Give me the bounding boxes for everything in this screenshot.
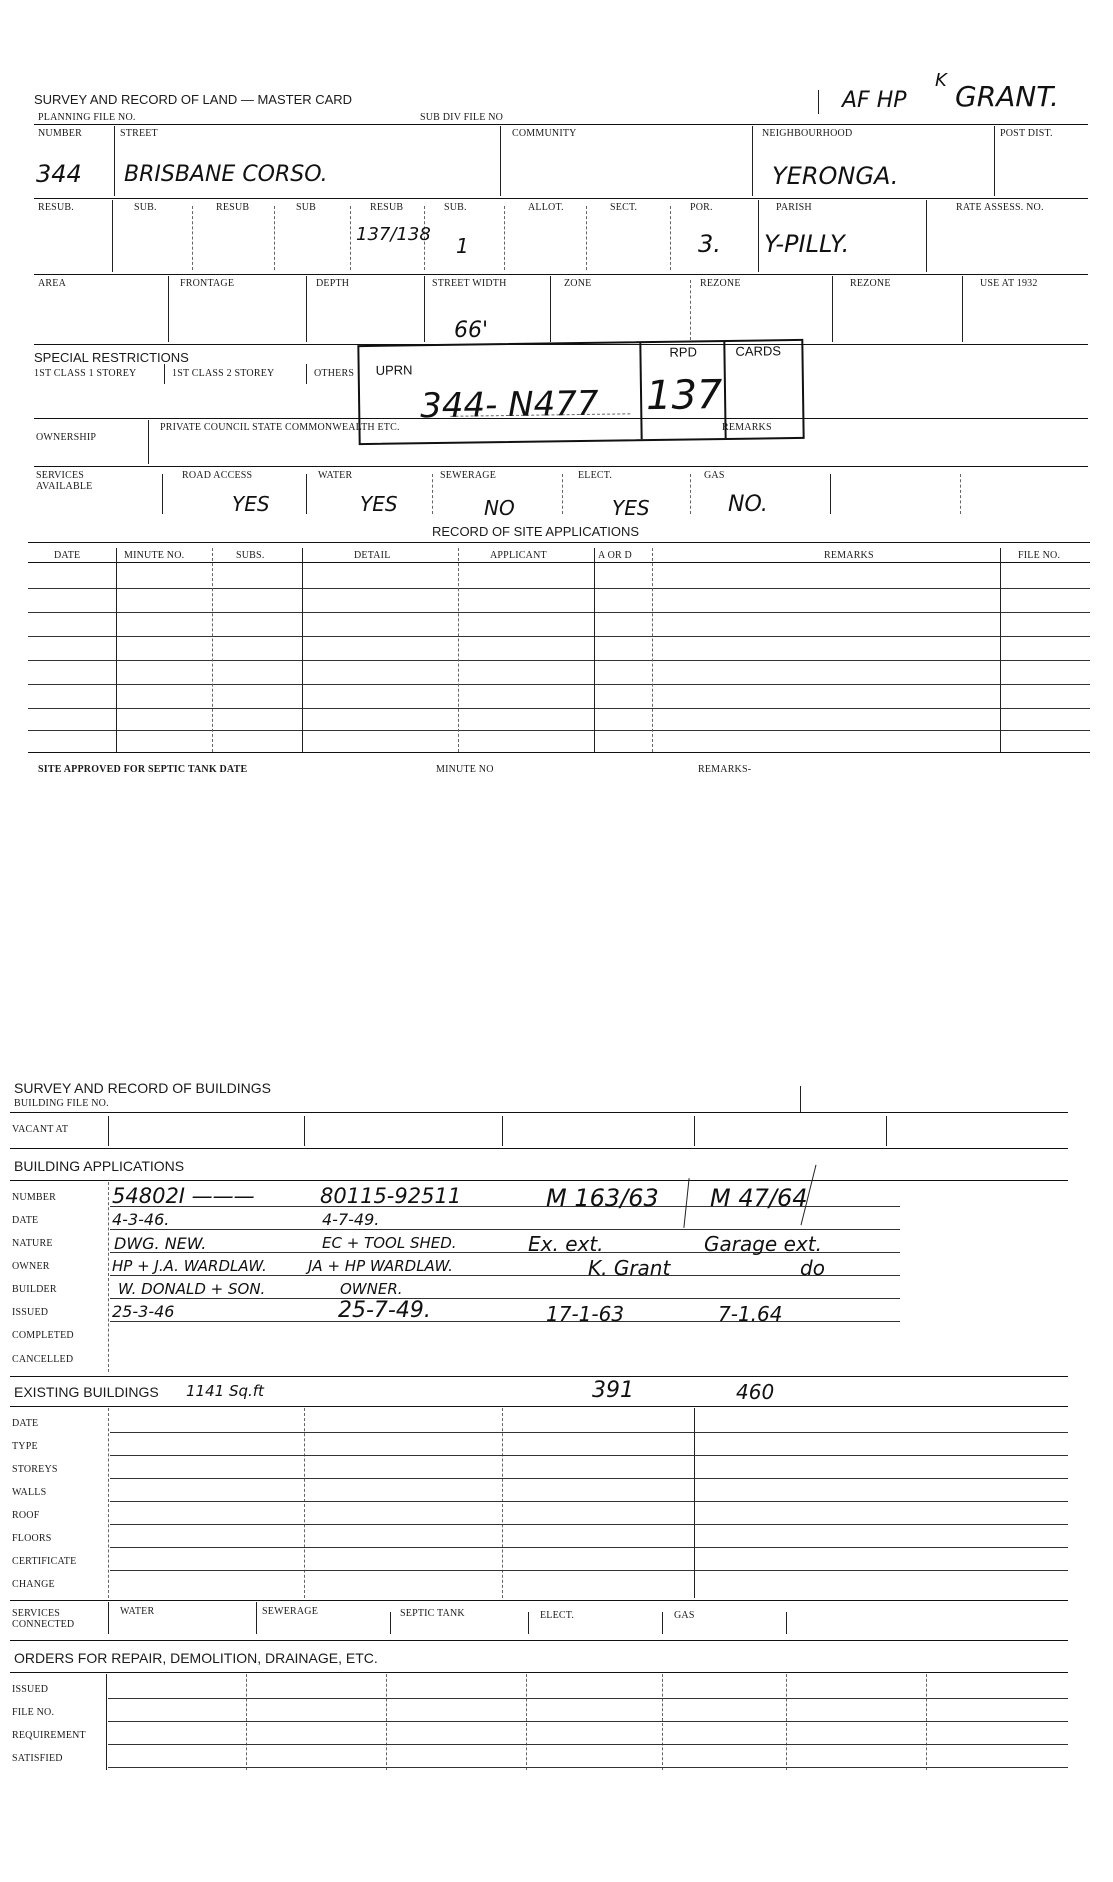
uprn-label: UPRN (375, 362, 413, 378)
app2-number: 80115-92511 (320, 1184, 462, 1208)
sub3-value: 1 (456, 234, 469, 258)
top-right-k: K (935, 70, 947, 91)
svc-sewerage-label: SEWERAGE (262, 1606, 319, 1617)
sewerage-header: SEWERAGE (440, 470, 497, 481)
site-apps-title: RECORD OF SITE APPLICATIONS (432, 524, 640, 539)
resub3-header: RESUB (370, 202, 404, 213)
septic-remarks-label: REMARKS- (698, 764, 752, 775)
post-dist-header: POST DIST. (1000, 128, 1053, 139)
resub3-value: 137/138 (356, 224, 431, 245)
svc-elect-label: ELECT. (540, 1610, 575, 1621)
rate-assess-header: RATE ASSESS. NO. (956, 202, 1044, 213)
sub3-header: SUB. (444, 202, 467, 213)
site-col-date: DATE (54, 550, 81, 561)
site-col-remarks: REMARKS (824, 550, 874, 561)
por-header: POR. (690, 202, 713, 213)
orders-title: ORDERS FOR REPAIR, DEMOLITION, DRAINAGE, ETC. (14, 1650, 378, 1666)
rpd-label: RPD (669, 344, 698, 360)
orders-row-issued: ISSUED (12, 1684, 49, 1695)
parish-value: Y-PILLY. (764, 230, 850, 258)
services-connected-label: SERVICES CONNECTED (12, 1608, 75, 1630)
frontage-header: FRONTAGE (180, 278, 235, 289)
svc-gas-label: GAS (674, 1610, 695, 1621)
app-row-owner: OWNER (12, 1261, 50, 1272)
street-width-value: 66' (454, 318, 489, 343)
land-card-title: SURVEY AND RECORD OF LAND — MASTER CARD (34, 92, 353, 107)
app1-nature: DWG. NEW. (114, 1234, 207, 1253)
sect-header: SECT. (610, 202, 638, 213)
resub-header: RESUB. (38, 202, 74, 213)
svc-water-label: WATER (120, 1606, 155, 1617)
elect-value: YES (612, 496, 650, 520)
app-row-date: DATE (12, 1215, 39, 1226)
rpd-value: 137 (645, 372, 723, 420)
area-header: AREA (38, 278, 67, 289)
app1-owner: HP + J.A. WARDLAW. (112, 1257, 267, 1275)
existing-row-certificate: CERTIFICATE (12, 1556, 77, 1567)
number-header: NUMBER (38, 128, 82, 139)
app3-number: M 163/63 (546, 1184, 659, 1212)
number-value: 344 (36, 160, 82, 188)
app2-nature: EC + TOOL SHED. (322, 1234, 457, 1252)
existing-row-walls: WALLS (12, 1487, 47, 1498)
app4-number: M 47/64 (710, 1184, 808, 1212)
app-row-issued: ISSUED (12, 1307, 49, 1318)
app-row-completed: COMPLETED (12, 1330, 74, 1341)
sub2-header: SUB (296, 202, 317, 213)
app2-date: 4-7-49. (322, 1210, 380, 1229)
existing-row-date: DATE (12, 1418, 39, 1429)
building-apps-title: BUILDING APPLICATIONS (14, 1158, 185, 1174)
zone-header: ZONE (564, 278, 592, 289)
app1-number: 54802I ——— (112, 1184, 255, 1208)
road-access-value: YES (232, 492, 270, 516)
app4-owner: do (800, 1256, 825, 1280)
orders-row-requirement: REQUIREMENT (12, 1730, 86, 1741)
por-value: 3. (698, 230, 721, 258)
building-file-label: BUILDING FILE NO. (14, 1098, 109, 1109)
app1-builder: W. DONALD + SON. (118, 1280, 266, 1298)
class2-label: 1ST CLASS 2 STOREY (172, 368, 275, 379)
sub-header: SUB. (134, 202, 157, 213)
site-col-applicant: APPLICANT (490, 550, 547, 561)
ownership-options: PRIVATE COUNCIL STATE COMMONWEALTH ETC. (160, 422, 400, 433)
water-header: WATER (318, 470, 353, 481)
top-right-name: GRANT. (955, 80, 1059, 113)
resub2-header: RESUB (216, 202, 250, 213)
app2-owner: JA + HP WARDLAW. (308, 1257, 453, 1275)
site-col-a-or-d: A OR D (598, 550, 632, 561)
neighbourhood-header: NEIGHBOURHOOD (762, 128, 853, 139)
app-row-builder: BUILDER (12, 1284, 57, 1295)
class1-label: 1ST CLASS 1 STOREY (34, 368, 137, 379)
services-available-label: SERVICES AVAILABLE (36, 470, 93, 492)
special-restrictions-label: SPECIAL RESTRICTIONS (34, 350, 189, 365)
planning-file-label: PLANNING FILE NO. (38, 112, 136, 123)
top-right-initials: AF HP (842, 88, 907, 113)
septic-approved-label: SITE APPROVED FOR SEPTIC TANK DATE (38, 764, 248, 775)
depth-header: DEPTH (316, 278, 350, 289)
use-at-header: USE AT 1932 (980, 278, 1038, 289)
site-col-minute: MINUTE NO. (124, 550, 185, 561)
app3-owner: K. Grant (588, 1256, 671, 1280)
cards-label: CARDS (735, 343, 782, 359)
ownership-label: OWNERSHIP (36, 432, 97, 443)
parish-header: PARISH (776, 202, 812, 213)
neighbourhood-value: YERONGA. (772, 162, 899, 190)
app-row-nature: NATURE (12, 1238, 53, 1249)
app4-nature: Garage ext. (704, 1232, 822, 1256)
existing-row-type: TYPE (12, 1441, 38, 1452)
street-width-header: STREET WIDTH (432, 278, 507, 289)
existing-row-floors: FLOORS (12, 1533, 52, 1544)
existing-note: 1141 Sq.ft (186, 1382, 264, 1400)
app1-date: 4-3-46. (112, 1210, 170, 1229)
uprn-value: 344- N477 (419, 383, 599, 427)
street-value: BRISBANE CORSO. (124, 162, 328, 187)
app3-issued: 17-1-63 (546, 1302, 625, 1326)
sub-div-file-label: SUB DIV FILE NO (420, 112, 504, 123)
street-header: STREET (120, 128, 158, 139)
site-col-detail: DETAIL (354, 550, 391, 561)
community-header: COMMUNITY (512, 128, 577, 139)
orders-row-satisfied: SATISFIED (12, 1753, 63, 1764)
building-card-title: SURVEY AND RECORD OF BUILDINGS (14, 1080, 271, 1096)
others-label: OTHERS (314, 368, 355, 379)
road-access-header: ROAD ACCESS (182, 470, 253, 481)
rezone2-header: REZONE (850, 278, 891, 289)
gas-value: NO. (728, 492, 768, 517)
app1-issued: 25-3-46 (112, 1302, 175, 1321)
svc-septic-label: SEPTIC TANK (400, 1608, 465, 1619)
sewerage-value: NO (484, 496, 515, 520)
existing-391: 391 (592, 1378, 634, 1403)
site-col-subs: SUBS. (236, 550, 265, 561)
app-row-cancelled: CANCELLED (12, 1354, 74, 1365)
remarks-small-label: REMARKS (722, 422, 772, 433)
existing-row-roof: ROOF (12, 1510, 40, 1521)
water-value: YES (360, 492, 398, 516)
existing-buildings-title: EXISTING BUILDINGS (14, 1384, 159, 1400)
app3-nature: Ex. ext. (528, 1232, 604, 1256)
gas-header: GAS (704, 470, 725, 481)
app4-issued: 7-1.64 (718, 1302, 783, 1326)
rezone1-header: REZONE (700, 278, 741, 289)
septic-minute-label: MINUTE NO (436, 764, 494, 775)
site-col-file-no: FILE NO. (1018, 550, 1061, 561)
allot-header: ALLOT. (528, 202, 564, 213)
elect-header: ELECT. (578, 470, 613, 481)
existing-row-storeys: STOREYS (12, 1464, 58, 1475)
vacant-at-label: VACANT AT (12, 1124, 69, 1135)
existing-460: 460 (736, 1380, 775, 1404)
app-row-number: NUMBER (12, 1192, 56, 1203)
app2-builder: OWNER. (340, 1280, 403, 1298)
existing-row-change: CHANGE (12, 1579, 55, 1590)
orders-row-file-no: FILE NO. (12, 1707, 55, 1718)
app2-issued: 25-7-49. (338, 1298, 431, 1323)
